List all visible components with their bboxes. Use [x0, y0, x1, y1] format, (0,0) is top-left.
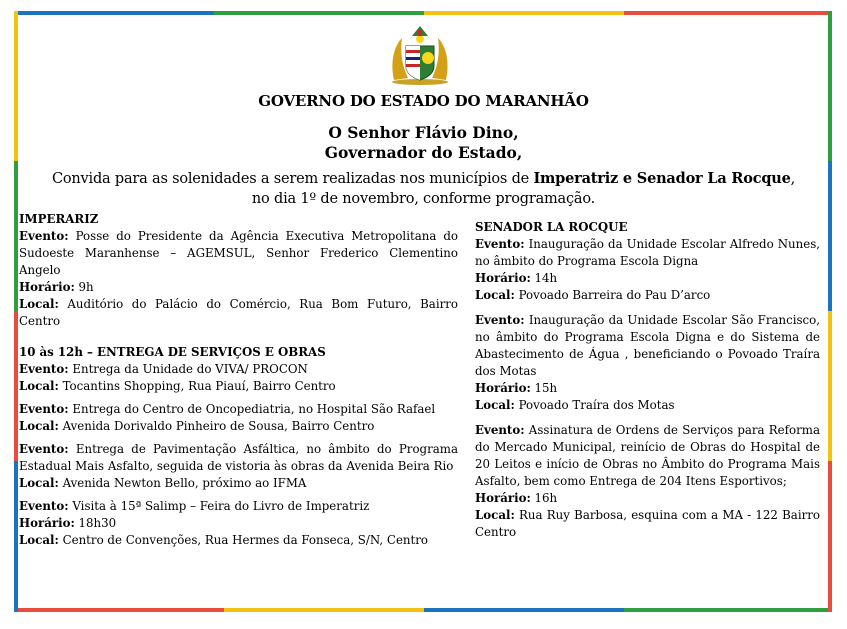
invitation-line-1 [20, 169, 827, 189]
event-label: Evento: [19, 499, 69, 513]
government-title: GOVERNO DO ESTADO DO MARANHÃO [258, 92, 589, 110]
event-label: Evento: [19, 442, 69, 456]
event-text: Inauguração da Unidade Escolar São Francisco, no âmbito do Programa Escola Digna e do Sistema de Abastecimento de Água , beneficiando o Povoado Traíra dos Motas [475, 313, 820, 378]
event-location [19, 378, 458, 395]
event-text: Assinatura de Ordens de Serviços para Reforma do Mercado Municipal, reinício de Obras do Hospital de 20 Leitos e início de Obras no Âmbito do Programa Mais Asfalto, bem como Entrega de 204 Itens Esportivos; [475, 423, 820, 488]
location-text: Centro de Convenções, Rua Hermes da Fonseca, S/N, Centro [58, 533, 429, 547]
imperatriz-event-posse [19, 211, 458, 330]
event-label: Evento: [475, 313, 525, 327]
invitation-text [20, 169, 827, 209]
senador-la-rocque-program-column [475, 219, 820, 549]
event-text: Entrega da Unidade do VIVA/ PROCON [68, 362, 308, 376]
event-location [475, 507, 820, 541]
event-description [475, 236, 820, 270]
location-label: Local: [19, 533, 59, 547]
event-text: Visita à 15ª Salimp – Feira do Livro de Imperatriz [68, 499, 370, 513]
city-heading-imperatriz: IMPERARIZ [19, 212, 99, 226]
city-name-imperatriz: Imperatriz [533, 170, 619, 187]
host-role: Governador do Estado, [324, 143, 523, 162]
imperatriz-program-column [19, 211, 458, 555]
event-description [19, 361, 458, 378]
host-block [0, 123, 847, 163]
time-label: Horário: [475, 271, 531, 285]
imperatriz-event-oncopediatria [19, 401, 458, 435]
invite-prefix: Convida para as solenidades a serem realizadas nos municípios de [51, 171, 534, 187]
event-description [19, 498, 458, 515]
event-text: Inauguração da Unidade Escolar Alfredo Nunes, no âmbito do Programa Escola Digna [475, 237, 820, 268]
location-text: Avenida Newton Bello, próximo ao IFMA [58, 476, 307, 490]
event-time [19, 515, 458, 532]
event-label: Evento: [19, 229, 69, 243]
location-label: Local: [19, 476, 59, 490]
frame-bottom-edge [14, 608, 832, 612]
event-label: Evento: [475, 237, 525, 251]
section-heading-entregas: 10 às 12h – ENTREGA DE SERVIÇOS E OBRAS [19, 345, 326, 359]
invite-suffix: , [790, 171, 796, 187]
maranhao-coat-of-arms-icon [388, 22, 452, 86]
location-text: Povoado Barreira do Pau D’arco [514, 288, 711, 302]
imperatriz-event-pavimentacao [19, 441, 458, 492]
event-description [475, 422, 820, 490]
time-text: 18h30 [74, 516, 117, 530]
imperatriz-event-viva-procon [19, 344, 458, 395]
event-time [475, 490, 820, 507]
imperatriz-event-salimp [19, 498, 458, 549]
event-description [19, 441, 458, 475]
frame-top-edge [14, 11, 832, 15]
event-time [475, 380, 820, 397]
event-location [19, 296, 458, 330]
time-text: 15h [530, 381, 558, 395]
location-label: Local: [475, 288, 515, 302]
location-text: Povoado Traíra dos Motas [514, 398, 675, 412]
event-location [475, 397, 820, 414]
time-label: Horário: [19, 516, 75, 530]
time-text: 16h [530, 491, 558, 505]
event-description [475, 312, 820, 380]
time-text: 14h [530, 271, 558, 285]
event-time [475, 270, 820, 287]
location-text: Tocantins Shopping, Rua Piauí, Bairro Centro [58, 379, 336, 393]
location-label: Local: [475, 398, 515, 412]
senador-event-alfredo-nunes [475, 219, 820, 304]
event-label: Evento: [475, 423, 525, 437]
city-heading-senador-la-rocque: SENADOR LA ROCQUE [475, 220, 628, 234]
event-description [19, 401, 458, 418]
time-text: 9h [74, 280, 94, 294]
time-label: Horário: [475, 381, 531, 395]
senador-event-ordens-servico [475, 422, 820, 541]
event-time [19, 279, 458, 296]
event-location [19, 475, 458, 492]
location-label: Local: [19, 297, 59, 311]
location-label: Local: [19, 419, 59, 433]
city-name-senador-la-rocque: Senador La Rocque [636, 170, 791, 187]
location-label: Local: [475, 508, 515, 522]
location-text: Avenida Dorivaldo Pinheiro de Sousa, Bairro Centro [58, 419, 375, 433]
host-name: O Senhor Flávio Dino, [328, 123, 519, 142]
event-label: Evento: [19, 362, 69, 376]
event-location [475, 287, 820, 304]
event-text: Entrega do Centro de Oncopediatria, no Hospital São Rafael [68, 402, 436, 416]
location-text: Rua Ruy Barbosa, esquina com a MA - 122 Bairro Centro [475, 508, 820, 539]
senador-event-sao-francisco [475, 312, 820, 414]
event-text: Entrega de Pavimentação Asfáltica, no âmbito do Programa Estadual Mais Asfalto, seguida de vistoria às obras da Avenida Beira Rio [19, 442, 458, 473]
event-location [19, 418, 458, 435]
location-label: Local: [19, 379, 59, 393]
event-label: Evento: [19, 402, 69, 416]
event-description [19, 228, 458, 279]
invite-and: e [618, 170, 637, 187]
invitation-line-2: no dia 1º de novembro, conforme programação. [251, 191, 596, 207]
event-location [19, 532, 458, 549]
time-label: Horário: [475, 491, 531, 505]
event-text: Posse do Presidente da Agência Executiva Metropolitana do Sudoeste Maranhense – AGEMSUL, Senhor Frederico Clementino Angelo [19, 229, 458, 277]
location-text: Auditório do Palácio do Comércio, Rua Bom Futuro, Bairro Centro [19, 297, 458, 328]
time-label: Horário: [19, 280, 75, 294]
